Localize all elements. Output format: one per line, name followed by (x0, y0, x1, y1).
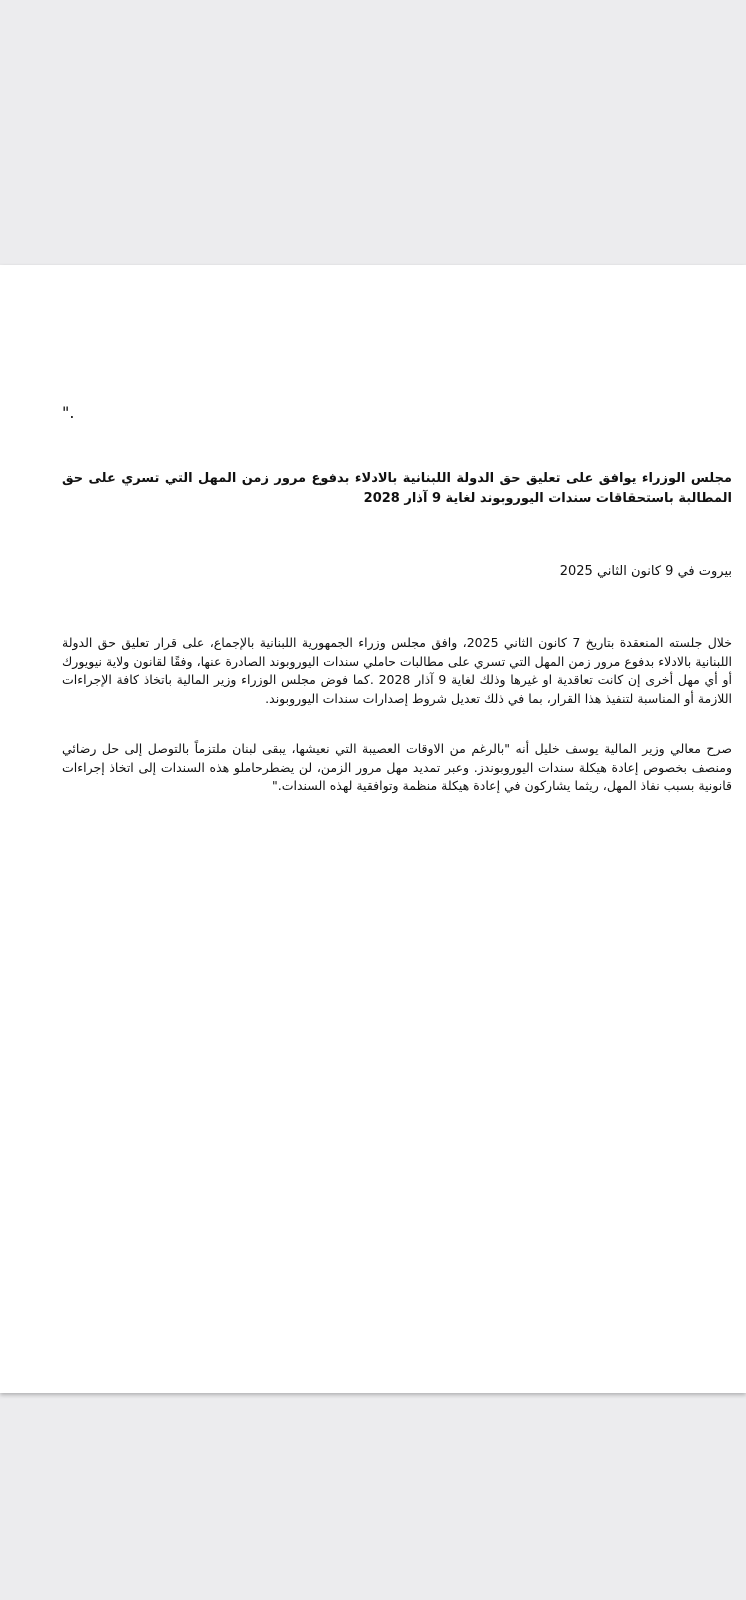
paragraph: خلال جلسته المنعقدة بتاريخ 7 كانون الثاني 2025، وافق مجلس وزراء الجمهورية اللبنانية بالإجماع، على قرار تعليق حق الدولة اللبنانية بالادلاء بدفوع مرور زمن المهل التي تسري على مطالبات حاملي سندات اليوروبوند الصادرة عنها، وفقًا لقانون ولاية نيويورك أو أي مهل أخرى إن كانت تعاقدية او غيرها وذلك لغاية 9 آذار 2028 .كما فوض مجلس الوزراء وزير المالية باتخاذ كافة الإجراءات اللازمة أو المناسبة لتنفيذ هذا القرار، بما في ذلك تعديل شروط إصدارات سندات اليوروبوند. (62, 635, 733, 706)
paragraph: صرح معالي وزير المالية يوسف خليل أنه "بالرغم من الاوقات العصيبة التي نعيشها، يبقى لبنان ملتزماً بالتوصل إلى حل رضائي ومنصف بخصوص إعادة هيكلة سندات اليوروبوندز. وعبر تمديد مهل مرور الزمن، لن يضطرحاملو هذه السندات إلى اتخاذ إجراءات قانونية بسبب نفاذ المهل، ريثما يشاركون في إعادة هيكلة منظمة وتوافقية لهذه السندات." (62, 741, 732, 793)
dateline: بيروت في 9 كانون الثاني 2025 (559, 564, 732, 579)
document-page (0, 265, 746, 1393)
quote-mark: ". (62, 403, 75, 422)
document-title: مجلس الوزراء يوافق على تعليق حق الدولة اللبنانية بالادلاء بدفوع مرور زمن المهل التي تسري على حق المطالبة باستحقاقات سندات اليوروبوند لغاية 9 آذار 2028 (62, 471, 732, 506)
